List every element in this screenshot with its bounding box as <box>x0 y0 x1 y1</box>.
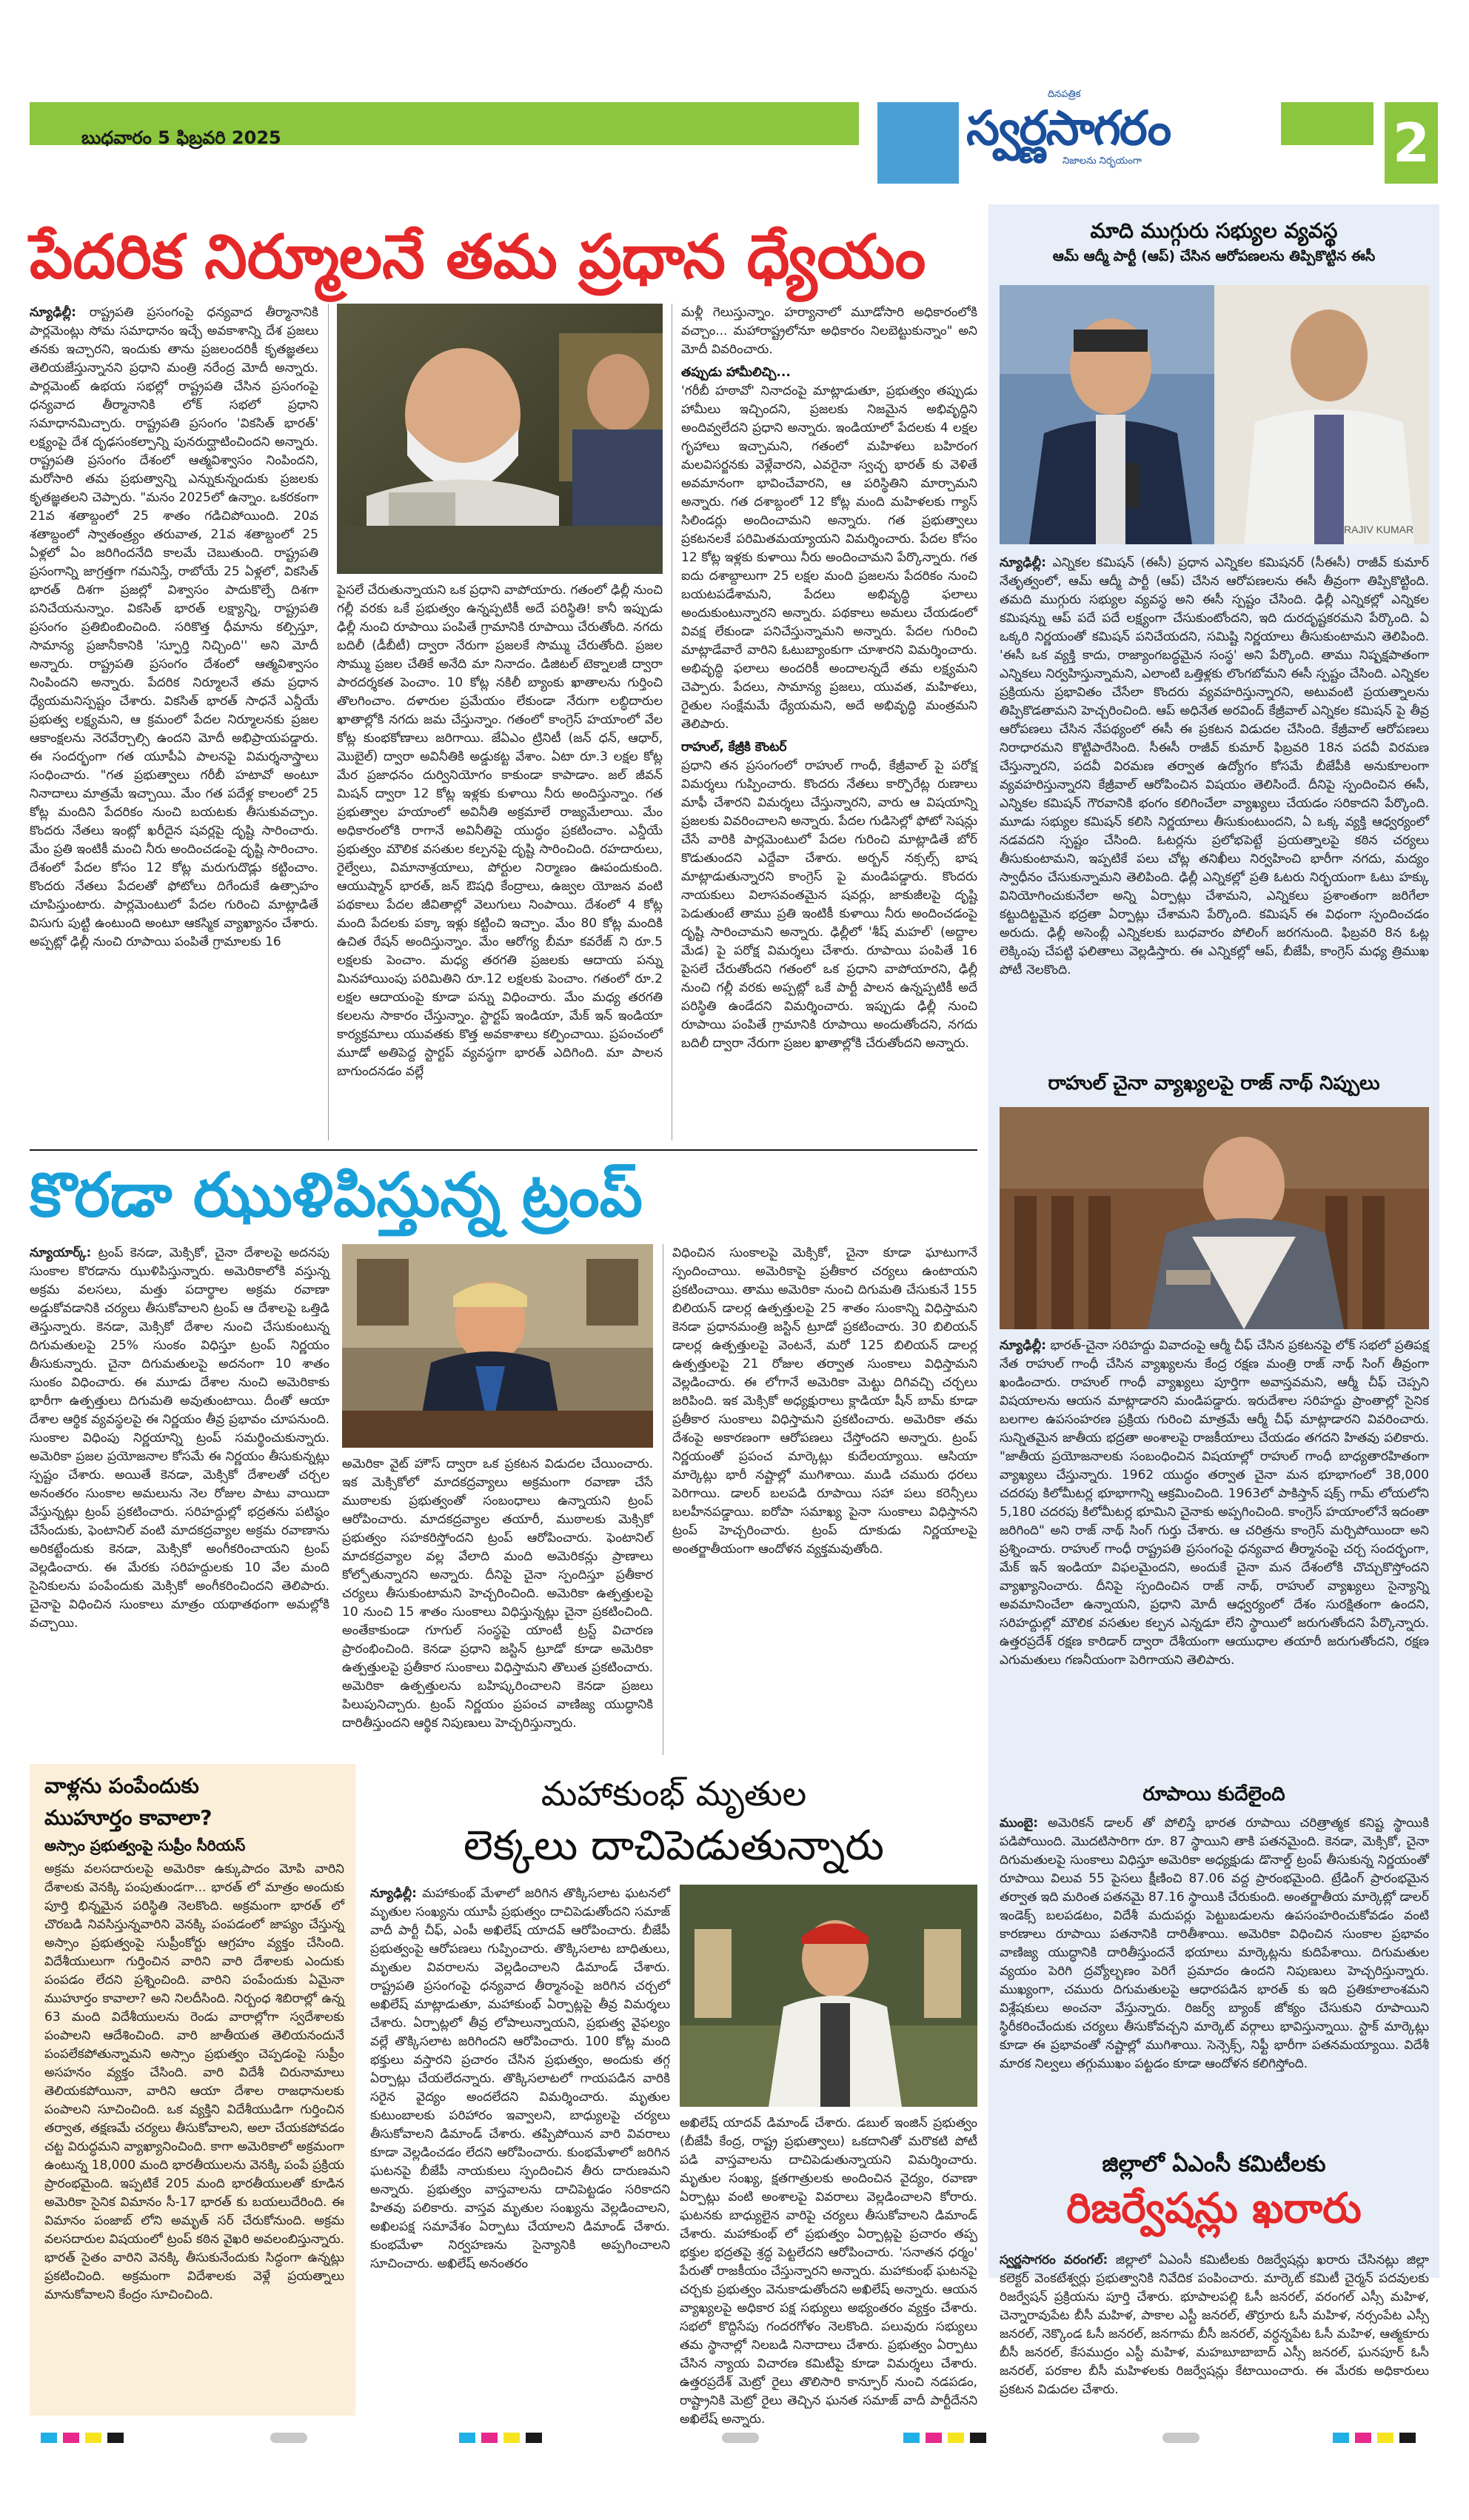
akhilesh-photo <box>680 1885 977 2107</box>
page-number: 2 <box>1385 102 1438 184</box>
main-subhead-2: రాహుల్, కేజ్రీకి కౌంటర్ <box>681 740 787 755</box>
registration-marks-right <box>903 2433 986 2443</box>
kumbh-headline-1: మహాకుంభ్ మృతుల <box>541 1774 807 1814</box>
registration-pill <box>1162 2433 1199 2443</box>
main-headline: పేదరిక నిర్మూలనే తమ ప్రధాన ధ్యేయం <box>30 222 926 293</box>
amc-headline-main: రిజర్వేషన్లు ఖరారు <box>1066 2185 1362 2233</box>
trump-dateline: న్యూయార్క్: <box>30 1246 92 1260</box>
trump-story-col1 <box>30 1244 329 1755</box>
kumbh-headline-2: లెక్కలు దాచిపెడుతున్నారు <box>463 1822 884 1870</box>
registration-marks-far-right <box>1333 2433 1416 2443</box>
sc-headline-1: వాళ్లను పంపేందుకు <box>44 1774 199 1798</box>
trump-story-col2: అమెరికా వైట్ హౌస్ ద్వారా ఒక ప్రకటన విడుదల చేయించారు. ఇక మెక్సికోలో మాదకద్రవ్యాలు అక్రమంగా రవాణా చేసే ముఠాలకు ప్రభుత్వంతో సంబంధాలు ఉన్నాయని ట్రంప్ ఆరోపించారు. మాదకద్రవ్యాల తయారీ, ముఠాలకు మెక్సికో ప్రభుత్వం సహకరిస్తోందని ట్రంప్ ఆరోపించారు. ఫెంటానిల్ మాదకద్రవ్యాల వల్ల వేలాది మంది అమెరికన్లు ప్రాణాలు కోల్పోతున్నారని అన్నారు. దీనిపై చైనా స్పందిస్తూ ప్రతీకార చర్యలు తీసుకుంటామని హెచ్చరించింది. అమెరికా ఉత్పత్తులపై 10 నుంచి 15 శాతం సుంకాలు విధిస్తున్నట్లు చైనా ప్రకటించింది. అంతేకాకుండా గూగుల్ సంస్థపై యాంటీ ట్రస్ట్ విచారణ ప్రారంభించింది. కెనడా ప్రధాని జస్టిన్ ట్రూడో కూడా అమెరికా ఉత్పత్తులపై ప్రతీకార సుంకాలు విధిస్తామని తొలుత ప్రకటించారు. అమెరికా ఉత్పత్తులను బహిష్కరించాలని కెనడా ప్రజలు పిలుపునిచ్చారు. ట్రంప్ నిర్ణయం ప్రపంచ వాణిజ్య యుద్ధానికి దారితీస్తుందని ఆర్థిక నిపుణులు హెచ్చరిస్తున్నారు. <box>342 1457 653 1731</box>
rupee-body-text: అమెరికన్ డాలర్ తో పోలిస్తే భారత రూపాయి చరిత్రాత్మక కనిష్ట స్థాయికి పడిపోయింది. మొదటిసారిగా రూ. 87 స్థాయిని తాకి పతనమైంది. కెనడా, మెక్సికో, చైనా దిగుమతులపై సుంకాలు విధిస్తూ అమెరికా అధ్యక్షుడు డొనాల్డ్ ట్రంప్ తీసుకున్న నిర్ణయంతో రూపాయి విలువ 55 పైసలు క్షీణించి 87.06 వద్ద ప్రారంభమైంది. ట్రేడింగ్ ప్రారంభమైన తర్వాత ఇది మరింత పతనమై 87.16 స్థాయికి చేరుకుంది. అంతర్జాతీయ మార్కెట్లో డాలర్ ఇండెక్స్ బలపడటం, విదేశీ మదుపర్లు పెట్టుబడులను ఉపసంహరించుకోవడం వంటి కారణాలు రూపాయి పతనానికి దారితీశాయి. అమెరికా విధించిన సుంకాల ప్రభావం వాణిజ్య యుద్ధానికి దారితీస్తుందనే భయాలు మార్కెట్లను కుదిపేశాయి. దిగుమతుల వ్యయం పెరిగి ద్రవ్యోల్బణం పెరిగే ప్రమాదం ఉందని నిపుణులు హెచ్చరిస్తున్నారు. ముఖ్యంగా, చమురు దిగుమతులపై ఆధారపడిన భారత్ కు ఇది ప్రతికూలాంశమని విశ్లేషకులు అంచనా వేస్తున్నారు. రిజర్వ్ బ్యాంక్ జోక్యం చేసుకుని రూపాయిని స్థిరీకరించేందుకు చర్యలు తీసుకోవచ్చని మార్కెట్ వర్గాలు భావిస్తున్నాయి. స్టాక్ మార్కెట్లు కూడా ఈ ప్రభావంతో నష్టాల్లో ముగిశాయి. సెన్సెక్స్, నిఫ్టీ భారీగా పతనమయ్యాయి. విదేశీ మారక నిల్వలు తగ్గుముఖం పట్టడం కూడా ఆందోళన కలిగిస్తోంది. <box>1000 1816 1430 2071</box>
registration-pill <box>270 2433 307 2443</box>
trump-col1-text: ట్రంప్ కెనడా, మెక్సికో, చైనా దేశాలపై అదనపు సుంకాల కొరడాను ఝుళిపిస్తున్నారు. అమెరికాలోకి వస్తున్న అక్రమ వలసలు, మత్తు పదార్థాల అక్రమ రవాణా అడ్డుకోవడానికి చర్యలు తీసుకోవాలని ట్రంప్ ఆ దేశాలపై ఒత్తిడి తెస్తున్నారు. కెనడా, మెక్సికో దేశాల నుంచి చేసుకుంటున్న దిగుమతులపై 25% సుంకం విధిస్తూ ట్రంప్ నిర్ణయం తీసుకున్నారు. చైనా దిగుమతులపై అదనంగా 10 శాతం సుంకం విధించారు. ఈ మూడు దేశాల నుంచి అమెరికాకు భారీగా ఉత్పత్తులు దిగుమతి అవుతుంటాయి. దీంతో ఆయా దేశాల ఆర్థిక వ్యవస్థలపై ఈ నిర్ణయం తీవ్ర ప్రభావం చూపనుంది. సుంకాల విధింపు నిర్ణయాన్ని ట్రంప్ సమర్థించుకున్నారు. అమెరికా ప్రజల ప్రయోజనాల కోసమే ఈ నిర్ణయం తీసుకున్నట్లు స్పష్టం చేశారు. అయితే కెనడా, మెక్సికో దేశాలతో చర్చల అనంతరం సుంకాల అమలును నెల రోజుల పాటు వాయిదా వేస్తున్నట్లు ట్రంప్ ప్రకటించారు. సరిహద్దుల్లో భద్రతను పటిష్ఠం చేసేందుకు, ఫెంటానిల్ వంటి మాదకద్రవ్యాల అక్రమ రవాణాను అరికట్టేందుకు కెనడా, మెక్సికో అంగీకరించాయని ట్రంప్ వెల్లడించారు. ఈ మేరకు సరిహద్దులకు 10 వేల మంది సైనికులను పంపేందుకు మెక్సికో అంగీకరించిందని తెలిపారు. చైనాపై విధించిన సుంకాలు మాత్రం యథాతథంగా అమల్లోకి వచ్చాయి. <box>30 1246 329 1631</box>
rajnath-photo <box>1000 1107 1429 1329</box>
aap-body-text: ఎన్నికల కమిషన్ (ఈసీ) ప్రధాన ఎన్నికల కమిషనర్ (సీఈసీ) రాజీవ్ కుమార్ నేతృత్వంలో, ఆమ్ ఆద్మీ పార్టీ (ఆప్) చేసిన ఆరోపణలను ఈసీ తీవ్రంగా తిప్పికొట్టింది. తమది ముగ్గురు సభ్యుల వ్యవస్థ అని ఈసీ స్పష్టం చేసింది. ఢిల్లీ ఎన్నికల్లో ఎన్నికల కమిషన్ను ఆప్ పదే పదే లక్ష్యంగా చేసుకుంటోందని, ఇది దురదృష్టకరమని పేర్కొంది. ఏ ఒక్కరి నిర్ణయంతో కమిషన్ పనిచేయదని, సమిష్టి నిర్ణయాలు తీసుకుంటామని తెలిపింది. 'ఈసీ ఒక వ్యక్తి కాదు, రాజ్యాంగబద్ధమైన సంస్థ' అని పేర్కొంది. తాము నిష్పక్షపాతంగా ఎన్నికలు నిర్వహిస్తున్నామని, ఎలాంటి ఒత్తిళ్లకు లొంగబోమని ఈసీ స్పష్టం చేసింది. ఎన్నికల ప్రక్రియను ప్రభావితం చేసేలా కొందరు వ్యవహరిస్తున్నారని, అటువంటి ప్రయత్నాలను తిప్పికొడతామని హెచ్చరించింది. ఆప్ అధినేత అరవింద్ కేజ్రీవాల్ ఎన్నికల కమిషన్ పై తీవ్ర ఆరోపణలు చేసిన నేపథ్యంలో ఈసీ ఈ ప్రకటన విడుదల చేసింది. కేజ్రీవాల్ ఆరోపణలు నిరాధారమని కొట్టిపారేసింది. సీఈసీ రాజీవ్ కుమార్ ఫిబ్రవరి 18న పదవీ విరమణ చేస్తున్నారని, పదవీ విరమణ తర్వాత ఉద్యోగం కోసమే బీజేపీకి అనుకూలంగా వ్యవహరిస్తున్నారని కేజ్రీవాల్ ఆరోపించిన విషయం తెలిసిందే. దీనిపై స్పందించిన ఈసీ, ఎన్నికల కమిషన్ గౌరవానికి భంగం కలిగించేలా వ్యాఖ్యలు చేయడం సరికాదని పేర్కొంది. మూడు సభ్యుల కమిషన్ కలిసి నిర్ణయాలు తీసుకుంటుందని, ఏ ఒక్క వ్యక్తి ఆధ్వర్యంలో నడవదని స్పష్టం చేసింది. ఓటర్లను ప్రలోభపెట్టే ప్రయత్నాలపై కఠిన చర్యలు తీసుకుంటామని, ఇప్పటికే పలు చోట్ల తనిఖీలు నిర్వహించి భారీగా నగదు, మద్యం స్వాధీనం చేసుకున్నామని తెలిపింది. ఢిల్లీ ఎన్నికల్లో ప్రతి ఓటరు నిర్భయంగా ఓటు హక్కు వినియోగించుకునేలా అన్ని ఏర్పాట్లు చేశామని, ఎన్నికలు ప్రశాంతంగా జరిగేలా కట్టుదిట్టమైన భద్రతా ఏర్పాట్లు చేశామని పేర్కొంది. కమిషన్ ఈ విధంగా స్పందించడం అరుదు. ఢిల్లీ అసెంబ్లీ ఎన్నికలకు బుధవారం పోలింగ్ జరగనుంది. ఫిబ్రవరి 8న ఓట్ల లెక్కింపు చేపట్టి ఫలితాలు వెల్లడిస్తారు. ఈ ఎన్నికల్లో ఆప్, బీజేపీ, కాంగ్రెస్ మధ్య త్రిముఖ పోటీ నెలకొంది. <box>1000 555 1430 977</box>
registration-pill <box>722 2433 759 2443</box>
main-story-col2: పైసలే చేరుతున్నాయని ఒక ప్రధాని వాపోయారు. గతంలో ఢిల్లీ నుంచి గల్లీ వరకు ఒకే ప్రభుత్వం ఉన్నప్పటికీ అదే పరిస్థితి! కానీ ఇప్పుడు ఢిల్లీ నుంచి రూపాయి పంపితే గ్రామానికి రూపాయి చేరుతోంది. నగదు బదిలీ (డీబీటీ) ద్వారా నేరుగా ప్రజలకే సొమ్ము చేరుతోంది. ప్రజల సొమ్ము ప్రజల చేతికే అనేది మా నినాదం. డిజిటల్ టెక్నాలజీ ద్వారా పారదర్శకత పెంచాం. 10 కోట్ల నకిలీ బ్యాంకు ఖాతాలను గుర్తించి తొలగించాం. దళారుల ప్రమేయం లేకుండా నేరుగా లబ్ధిదారుల ఖాతాల్లోకి నగదు జమ చేస్తున్నాం. గతంలో కాంగ్రెస్ హయాంలో వేల కోట్ల కుంభకోణాలు జరిగాయి. జేఏఎం ట్రినిటీ (జన్ ధన్, ఆధార్, మొబైల్) ద్వారా అవినీతికి అడ్డుకట్ట వేశాం. ఏటా రూ.3 లక్షల కోట్ల మేర ప్రజాధనం దుర్వినియోగం కాకుండా కాపాడాం. జల్ జీవన్ మిషన్ ద్వారా 12 కోట్ల ఇళ్లకు కుళాయి నీరు అందిస్తున్నాం. గత ప్రభుత్వాల హయాంలో అవినీతి అక్రమాలే రాజ్యమేలాయి. మేం అధికారంలోకి రాగానే అవినీతిపై యుద్ధం ప్రకటించాం. ఎన్డీయే ప్రభుత్వం మౌలిక వసతుల కల్పనపై దృష్టి సారించింది. రహదారులు, రైల్వేలు, విమానాశ్రయాలు, పోర్టుల నిర్మాణం ఊపందుకుంది. ఆయుష్మాన్ భారత్, జన్ ఔషధి కేంద్రాలు, ఉజ్వల యోజన వంటి పథకాలు పేదల జీవితాల్లో వెలుగులు నింపాయి. దేశంలో 4 కోట్ల మంది పేదలకు పక్కా ఇళ్లు కట్టించి ఇచ్చాం. మేం 80 కోట్ల మందికి ఉచిత రేషన్ అందిస్తున్నాం. మేం ఆరోగ్య బీమా కవరేజ్ ని రూ.5 లక్షలకు పెంచాం. మధ్య తరగతి ప్రజలకు ఆదాయ పన్ను మినహాయింపు పరిమితిని రూ.12 లక్షలకు పెంచాం. గతంలో రూ.2 లక్షల ఆదాయంపై కూడా పన్ను విధించారు. మేం మధ్య తరగతి కలలను సాకారం చేస్తున్నాం. స్టార్టప్ ఇండియా, మేక్ ఇన్ ఇండియా కార్యక్రమాలు యువతకు కొత్త అవకాశాలు కల్పించాయి. ప్రపంచంలో మూడో అతిపెద్ద స్టార్టప్ వ్యవస్థగా భారత్ ఎదిగింది. మా పాలన బాగుందనడం వల్లే <box>337 583 663 1079</box>
main-subhead-1: తప్పుడు హామీలిచ్చి... <box>681 365 791 380</box>
trump-headline: కొరడా ఝుళిపిస్తున్న ట్రంప్ <box>30 1160 643 1231</box>
sc-headline-2: ముహూర్తం కావాలా? <box>44 1805 213 1830</box>
trump-story-col3: విధించిన సుంకాలపై మెక్సికో, చైనా కూడా ఘాటుగానే స్పందించాయి. అమెరికాపై ప్రతీకార చర్యలు ఉంటాయని ప్రకటించాయి. తాము అమెరికా నుంచి దిగుమతి చేసుకునే 155 బిలియన్ డాలర్ల ఉత్పత్తులపై 25 శాతం సుంకాన్ని విధిస్తామని కెనడా ప్రధానమంత్రి జస్టిన్ ట్రూడో ప్రకటించారు. 30 బిలియన్ డాలర్ల ఉత్పత్తులపై వెంటనే, మరో 125 బిలియన్ డాలర్ల ఉత్పత్తులపై 21 రోజుల తర్వాత సుంకాలు విధిస్తామని వెల్లడించారు. ఈ లోగానే అమెరికా మెట్టు దిగివచ్చి చర్చలు జరిపింది. ఇక మెక్సికో అధ్యక్షురాలు క్లాడియా షీన్ బామ్ కూడా ప్రతీకార సుంకాలు విధిస్తామని ప్రకటించారు. అమెరికా తమ దేశంపై అకారణంగా ఆరోపణలు చేస్తోందని అన్నారు. ట్రంప్ నిర్ణయంతో ప్రపంచ మార్కెట్లు కుదేలయ్యాయి. ఆసియా మార్కెట్లు భారీ నష్టాల్లో ముగిశాయి. ముడి చమురు ధరలు పెరిగాయి. డాలర్ బలపడి రూపాయి సహా పలు కరెన్సీలు బలహీనపడ్డాయి. ఐరోపా సమాఖ్య పైనా సుంకాలు విధిస్తానని ట్రంప్ హెచ్చరించారు. ట్రంప్ దూకుడు నిర్ణయాలపై అంతర్జాతీయంగా ఆందోళన వ్యక్తమవుతోంది. <box>672 1246 977 1557</box>
rajnath-headline: రాహుల్ చైనా వ్యాఖ్యలపై రాజ్ నాథ్ నిప్పులు <box>1048 1072 1380 1094</box>
aap-dateline: న్యూఢిల్లీ: <box>1000 555 1046 570</box>
kumbh-dateline: న్యూఢిల్లీ: <box>370 1886 417 1901</box>
rajnath-body-text: భారత్-చైనా సరిహద్దు వివాదంపై ఆర్మీ చీఫ్ చేసిన ప్రకటనపై లోక్ సభలో ప్రతిపక్ష నేత రాహుల్ గాంధీ చేసిన వ్యాఖ్యలను కేంద్ర రక్షణ మంత్రి రాజ్ నాథ్ సింగ్ తీవ్రంగా ఖండించారు. రాహుల్ గాంధీ వ్యాఖ్యలు పూర్తిగా అవాస్తవమని, ఆర్మీ చీఫ్ చెప్పని విషయాలను ఆయన మాట్లాడారని మండిపడ్డారు. ఇరుదేశాల సరిహద్దు ప్రాంతాల్లో సైనిక బలగాల ఉపసంహరణ ప్రక్రియ గురించి మాత్రమే ఆర్మీ చీఫ్ మాట్లాడారని వివరించారు. సున్నితమైన జాతీయ భద్రతా అంశాలపై రాజకీయాలు చేయడం తగదని హితవు పలికారు. "జాతీయ ప్రయోజనాలకు సంబంధించిన విషయాల్లో రాహుల్ గాంధీ బాధ్యతారహితంగా వ్యాఖ్యలు చేస్తున్నారు. 1962 యుద్ధం తర్వాత చైనా మన భూభాగంలో 38,000 చదరపు కిలోమీటర్ల భూభాగాన్ని ఆక్రమించింది. 1963లో పాకిస్తాన్ షక్స్ గామ్ లోయలోని 5,180 చదరపు కిలోమీటర్ల భూమిని చైనాకు అప్పగించింది. కాంగ్రెస్ హయాంలోనే ఇదంతా జరిగింది" అని రాజ్ నాథ్ సింగ్ గుర్తు చేశారు. ఆ చరిత్రను కాంగ్రెస్ మర్చిపోయిందా అని ప్రశ్నించారు. రాహుల్ గాంధీ రాష్ట్రపతి ప్రసంగంపై ధన్యవాద తీర్మానంపై చర్చ సందర్భంగా, మేక్ ఇన్ ఇండియా విఫలమైందని, అందుకే చైనా మన దేశంలోకి చొచ్చుకొస్తోందని వ్యాఖ్యానించారు. దీనిపై స్పందించిన రాజ్ నాథ్, రాహుల్ వ్యాఖ్యలు సైన్యాన్ని అవమానించేలా ఉన్నాయని, ప్రధాని మోదీ ఆధ్వర్యంలో దేశం సురక్షితంగా ఉందని, సరిహద్దుల్లో మౌలిక వసతుల కల్పన ఎన్నడూ లేని స్థాయిలో జరుగుతోందని పేర్కొన్నారు. ఉత్తరప్రదేశ్ రక్షణ కారిడార్ ద్వారా దేశీయంగా ఆయుధాల తయారీ జరుగుతోందని, రక్షణ ఎగుమతులు గణనీయంగా పెరిగాయని తెలిపారు. <box>1000 1338 1429 1668</box>
amc-story-body <box>1000 2251 1429 2410</box>
modi-photo <box>337 304 663 574</box>
aap-subheadline: ఆమ్ ఆద్మీ పార్టీ (ఆప్) చేసిన ఆరోపణలను తిప్పికొట్టిన ఈసీ <box>1052 248 1376 264</box>
main-col3-body-2: ప్రధాని తన ప్రసంగంలో రాహుల్ గాంధీ, కేజ్రీవాల్ పై పరోక్ష విమర్శలు గుప్పించారు. కొందరు నేతలు కార్పొరేట్ల రుణాలు మాఫీ చేశారని విమర్శలు చేస్తున్నారని, వారు ఆ విషయాన్ని ప్రజలకు వివరించాలని అన్నారు. పేదల గుడిసెల్లో ఫోటో సెషన్లు చేసే వారికి పార్లమెంటులో పేదల గురించి మాట్లాడితే బోర్ కొడుతుందని ఎద్దేవా చేశారు. అర్బన్ నక్సల్స్ భాష మాట్లాడుతున్నారని కాంగ్రెస్ పై మండిపడ్డారు. కొందరు నాయకులు విలాసవంతమైన షవర్లు, జాకుజీలపై దృష్టి పెడుతుంటే తాము ప్రతి ఇంటికీ కుళాయి నీరు అందించడంపై దృష్టి సారించామని అన్నారు. ఢిల్లీలో 'శీష్ మహల్' (అద్దాల మేడ) పై పరోక్ష విమర్శలు చేశారు. రూపాయి పంపితే 16 పైసలే చేరుతోందని గతంలో ఒక ప్రధాని వాపోయారని, ఢిల్లీ నుంచి గల్లీ వరకు అప్పట్లో ఒకే పార్టీ పాలన ఉన్నప్పటికీ అదే పరిస్థితి ఉండేదని విమర్శించారు. ఇప్పుడు ఢిల్లీ నుంచి రూపాయి పంపితే గ్రామానికి రూపాయి అందుతోందని, నగదు బదిలీ ద్వారా నేరుగా ప్రజల ఖాతాల్లోకి చేరుతోందని అన్నారు. <box>681 758 977 1051</box>
main-col3-body: 'గరీబీ హఠావో' నినాదంపై మాట్లాడుతూ, ప్రభుత్వం తప్పుడు హామీలు ఇచ్చిందని, ప్రజలకు నిజమైన అభివృద్ధిని అందివ్వలేదని ప్రధాని అన్నారు. ఇండియాలో పేదలకు 4 లక్షల గృహాలు ఇచ్చామని, గతంలో మహిళలు బహిరంగ మలవిసర్జనకు వెళ్లేవారని, ఎవరైనా స్వచ్ఛ భారత్ కు వెళితే అవమానంగా భావించేవారని, ఆ పరిస్థితిని మార్చామని అన్నారు. గత దశాబ్దంలో 12 కోట్ల మంది మహిళలకు గ్యాస్ సిలిండర్లు అందించామని అన్నారు. గత ప్రభుత్వాలు ప్రకటనలకే పరిమితమయ్యాయని విమర్శించారు. పేదల కోసం 12 కోట్ల ఇళ్లకు కుళాయి నీరు అందించామని పేర్కొన్నారు. గత ఐదు దశాబ్దాలుగా 25 లక్షల మంది ప్రజలను పేదరికం నుంచి బయటపడేశామని, పేదలు అభివృద్ధి ఫలాలు అందుకుంటున్నారని అన్నారు. పథకాలు అమలు చేయడంలో వివక్ష లేకుండా పనిచేస్తున్నామని అన్నారు. పేదల గురించి మాట్లాడేవారే వారిని ఓటుబ్యాంకుగా చూశారని విమర్శించారు. అభివృద్ధి ఫలాలు అందరికీ అందాలన్నదే తమ లక్ష్యమని చెప్పారు. పేదలు, సామాన్య ప్రజలు, యువత, మహిళలు, రైతుల సంక్షేమమే ధ్యేయమని, అదే అభివృద్ధి మంత్రమని తెలిపారు. <box>681 384 977 732</box>
kumbh-col1-text: మహాకుంభ్ మేళాలో జరిగిన తొక్కిసలాట ఘటనలో మృతుల సంఖ్యను యూపీ ప్రభుత్వం దాచిపెడుతోందని సమాజ్ వాదీ పార్టీ చీఫ్, ఎంపీ అఖిలేష్ యాదవ్ ఆరోపించారు. బీజేపీ ప్రభుత్వంపై ఆరోపణలు గుప్పించారు. తొక్కిసలాట బాధితులు, మృతుల వివరాలను వెల్లడించాలని డిమాండ్ చేశారు. రాష్ట్రపతి ప్రసంగంపై ధన్యవాద తీర్మానంపై జరిగిన చర్చలో అఖిలేష్ మాట్లాడుతూ, మహాకుంభ్ ఏర్పాట్లపై తీవ్ర విమర్శలు చేశారు. ఏర్పాట్లలో తీవ్ర లోపాలున్నాయని, ప్రభుత్వ వైఫల్యం వల్లే తొక్కిసలాట జరిగిందని ఆరోపించారు. 100 కోట్ల మంది భక్తులు వస్తారని ప్రచారం చేసిన ప్రభుత్వం, అందుకు తగ్గ ఏర్పాట్లు చేయలేదన్నారు. తొక్కిసలాటలో గాయపడిన వారికి సరైన వైద్యం అందలేదని విమర్శించారు. మృతుల కుటుంబాలకు పరిహారం ఇవ్వాలని, బాధ్యులపై చర్యలు తీసుకోవాలని డిమాండ్ చేశారు. తప్పిపోయిన వారి వివరాలు కూడా వెల్లడించడం లేదని ఆరోపించారు. కుంభమేళాలో జరిగిన ఘటనపై బీజేపీ నాయకులు స్పందించిన తీరు దారుణమని అన్నారు. ప్రభుత్వం వాస్తవాలను దాచిపెట్టడం సరికాదని హితవు పలికారు. వాస్తవ మృతుల సంఖ్యను వెల్లడించాలని, అఖిలపక్ష సమావేశం ఏర్పాటు చేయాలని డిమాండ్ చేశారు. కుంభమేళా నిర్వహణను సైన్యానికి అప్పగించాలని సూచించారు. అఖిలేష్ అనంతరం <box>370 1886 670 2271</box>
kumbh-story-col1 <box>370 1885 670 2414</box>
rajnath-story-body <box>1000 1337 1429 1774</box>
masthead-subtitle: నిజాలను నిర్భయంగా <box>1063 156 1142 167</box>
ec-photo-caption: RAJIV KUMAR <box>1344 524 1414 535</box>
rupee-story-body <box>1000 1814 1429 2148</box>
column-rule <box>328 304 329 1140</box>
amc-headline-top: జిల్లాలో ఏఎంసీ కమిటీలకు <box>1102 2151 1326 2177</box>
registration-marks-left <box>41 2433 124 2443</box>
rupee-dateline: ముంబై: <box>1000 1816 1039 1831</box>
masthead-right-bar <box>1281 102 1373 145</box>
main-col3-intro: మళ్లీ గెలుస్తున్నాం. హర్యానాలో మూడోసారి అధికారంలోకి వచ్చాం... మహారాష్ట్రలోనూ అధికారం నిలబెట్టుకున్నాం" అని మోదీ వివరించారు. <box>681 305 977 357</box>
main-col1-text: రాష్ట్రపతి ప్రసంగంపై ధన్యవాద తీర్మానానికి పార్లమెంట్లు సోమ సమాధానం ఇచ్చే అవకాశాన్ని దేశ ప్రజలు తనకు ఇచ్చారని, ఇందుకు తాను ప్రజలందరికీ కృతజ్ఞతలు తెలియజేస్తున్నానని ప్రధాని మంత్రి నరేంద్ర మోదీ అన్నారు. పార్లమెంట్ ఉభయ సభల్లో రాష్ట్రపతి చేసిన ప్రసంగంపై ధన్యవాద తీర్మానానికి లోక్ సభలో ప్రధాని సమాధానమిచ్చారు. రాష్ట్రపతి ప్రసంగం 'వికసిత్ భారత్' లక్ష్యంపై దేశ దృఢసంకల్పాన్ని పునరుద్ఘాటించిందని అన్నారు. రాష్ట్రపతి ప్రసంగం దేశంలో ఆత్మవిశ్వాసం నింపిందని, మరోసారి తమ ప్రభుత్వాన్ని ఎన్నుకున్నందుకు ప్రజలకు కృతజ్ఞతలని చెప్పారు. "మనం 2025లో ఉన్నాం. ఒకరకంగా 21వ శతాబ్దంలో 25 శాతం గడిచిపోయింది. 20వ శతాబ్దంలో స్వాతంత్ర్యం తరువాత, 21వ శతాబ్దంలో 25 ఏళ్లలో ఏం జరిగిందనేది కాలమే చెబుతుంది. రాష్ట్రపతి ప్రసంగాన్ని జాగ్రత్తగా గమనిస్తే, రాబోయే 25 ఏళ్లలో, వికసిత్ భారత్ దిశగా ప్రజల్లో విశ్వాసం పాదుకొల్పే దిశగా పనిచేయనున్నాం. వికసిత్ భారత్ లక్ష్యాన్ని, రాష్ట్రపతి ప్రసంగం ప్రతిబింబించింది. సరికొత్త ధీమాను కల్పిస్తూ, సామాన్య ప్రజానీకానికి 'స్ఫూర్తి నిచ్చింది'' అని మోదీ అన్నారు. రాష్ట్రపతి ప్రసంగం దేశంలో ఆత్మవిశ్వాసం నింపిందని అన్నారు. పేదరిక నిర్మూలనే తమ ప్రధాన ధ్యేయమనిస్పష్టం చేశారు. వికసిత్ భారత్ సాధనే ఎన్డీయే ప్రభుత్వ లక్ష్యమని, ఆ క్రమంలో పేదల నిర్మూలనకు ప్రజల ఆకాంక్షలను నెరవేర్చాల్సి ఉందని మోదీ అభిప్రాయపడ్డారు. ఈ సందర్భంగా గత యూపీఏ పాలనపై విమర్శనాస్త్రాలు సంధించారు. "గత ప్రభుత్వాలు గరీబీ హటావో అంటూ నినాదాలు మాత్రమే ఇచ్చాయి. మేం గత పదేళ్ల కాలంలో 25 కోట్ల మందిని పేదరికం నుంచి బయటకు తీసుకువచ్చాం. కొందరు నేతలు ఇంట్లో ఖరీదైన షవర్లపై దృష్టి సారించారు. మేం ప్రతి ఇంటికీ మంచి నీరు అందించడంపై దృష్టి సారించాం. దేశంలో పేదల కోసం 12 కోట్ల మరుగుదొడ్లు కట్టించాం. కొందరు నేతలు పేదలతో ఫోటోలు దిగేందుకే ఉత్సాహం చూపిస్తుంటారు. పార్లమెంటులో పేదల గురించి మాట్లాడితే విసుగు పుట్టి ఉంటుంది అంటూ ఆకస్మిక వ్యాఖ్యానం చేశారు. అప్పట్లో ఢిల్లీ నుంచి రూపాయి పంపితే గ్రామాలకు 16 <box>30 305 318 949</box>
header-accent <box>877 102 959 184</box>
masthead <box>966 89 1277 185</box>
ec-photo <box>1000 285 1429 544</box>
masthead-title: స్వర్ణసాగరం <box>966 101 1171 156</box>
header-date: బుధవారం 5 ఫిబ్రవరి 2025 <box>81 127 281 148</box>
kumbh-story-col2: అఖిలేష్ యాదవ్ డిమాండ్ చేశారు. డబుల్ ఇంజిన్ ప్రభుత్వం (బీజేపీ కేంద్ర, రాష్ట్ర ప్రభుత్వాలు) ఒకదానితో మరొకటి పోటీ పడి వాస్తవాలను దాచిపెడుతున్నాయని విమర్శించారు. మృతుల సంఖ్య, క్షతగాత్రులకు అందించిన వైద్యం, రవాణా ఏర్పాట్లు వంటి అంశాలపై వివరాలు వెల్లడించాలని కోరారు. ఘటనకు బాధ్యులైన వారిపై చర్యలు తీసుకోవాలని డిమాండ్ చేశారు. మహాకుంభ్ లో ప్రభుత్వం ఏర్పాట్లపై ప్రచారం తప్ప భక్తుల భద్రతపై శ్రద్ధ పెట్టలేదని ఆరోపించారు. 'సనాతన ధర్మం' పేరుతో రాజకీయం చేస్తున్నారని అన్నారు. మహాకుంభ్ ఘటనపై చర్చకు ప్రభుత్వం వెనుకాడుతోందని అఖిలేష్ అన్నారు. ఆయన వ్యాఖ్యలపై అధికార పక్ష సభ్యులు అభ్యంతరం వ్యక్తం చేశారు. సభలో కొద్దిసేపు గందరగోళం నెలకొంది. పలువురు సభ్యులు తమ స్థానాల్లో నిలబడి నినాదాలు చేశారు. ప్రభుత్వం ఏర్పాటు చేసిన న్యాయ విచారణ కమిటీపై కూడా విమర్శలు చేశారు. ఉత్తరప్రదేశ్ మెట్రో రైలు తొలిసారి కాన్పూర్ నుంచి నడపడం, రాష్ట్రానికి మెట్రో రైలు తెచ్చిన ఘనత సమాజ్ వాదీ పార్టీదేనని అఖిలేష్ అన్నారు. <box>680 2116 977 2427</box>
main-story-col1 <box>30 304 318 1140</box>
main-dateline: న్యూఢిల్లీ: <box>30 305 76 320</box>
trump-photo <box>342 1244 653 1448</box>
masthead-top: దినపత్రిక <box>1048 89 1081 100</box>
rupee-headline: రూపాయి కుదేలైంది <box>1142 1783 1285 1805</box>
aap-headline: మాది ముగ్గురు సభ్యుల వ్యవస్థ <box>1090 218 1338 243</box>
main-story-col3 <box>681 304 977 1140</box>
amc-dateline: స్వర్ణసాగరం వరంగల్: <box>1000 2253 1108 2267</box>
aap-story-body <box>1000 554 1429 1065</box>
amc-body-text: జిల్లాలో ఏఎంసీ కమిటీలకు రిజర్వేషన్లు ఖరారు చేసినట్లు జిల్లా కలెక్టర్ వెంకటేశ్వర్లు ప్రభుత్వానికి నివేదిక పంపించారు. మార్కెట్ కమిటీ చైర్మన్ పదవులకు రిజర్వేషన్ ప్రక్రియను పూర్తి చేశారు. భూపాలపల్లి ఓసీ జనరల్, వరంగల్ ఎస్సీ మహిళ, చెన్నారావుపేట బీసీ మహిళ, పాకాల ఎస్టీ జనరల్, తొర్రూరు ఓసీ మహిళ, నర్సంపేట ఎస్సీ జనరల్, నెక్కొండ ఓసీ జనరల్, జనగామ బీసీ జనరల్, వర్ధన్నపేట ఓసీ మహిళ, ఆత్మకూరు బీసీ జనరల్, కేసముద్రం ఎస్టీ మహిళ, మహబూబాబాద్ ఎస్సీ జనరల్, ఘనపూర్ ఓసీ జనరల్, పరకాల బీసీ మహిళలకు రిజర్వేషన్లు కేటాయించారు. ఈ మేరకు అధికారులు ప్రకటన విడుదల చేశారు. <box>1000 2253 1429 2397</box>
rajnath-dateline: న్యూఢిల్లీ: <box>1000 1338 1046 1353</box>
registration-marks-center <box>459 2433 542 2443</box>
sc-subhead: అస్సాం ప్రభుత్వంపై సుప్రీం సీరియస్ <box>44 1836 246 1854</box>
sc-story-body: అక్రమ వలసదారులపై అమెరికా ఉక్కుపాదం మోపి వారిని దేశాలకు వెనక్కి పంపుతుండగా... భారత్ లో మాత్రం అందుకు పూర్తి భిన్నమైన పరిస్థితి నెలకొంది. అక్రమంగా భారత్ లో చొరబడి నివసిస్తున్నవారిని వెనక్కి పంపడంలో జాప్యం చేస్తున్న అస్సాం ప్రభుత్వంపై సుప్రీంకోర్టు ఆగ్రహం వ్యక్తం చేసింది. విదేశీయులుగా గుర్తించిన వారిని వారి దేశాలకు ఎందుకు పంపడం లేదని ప్రశ్నించింది. వారిని పంపేందుకు ఏమైనా ముహూర్తం కావాలా? అని నిలదీసింది. నిర్బంధ శిబిరాల్లో ఉన్న 63 మంది విదేశీయులను రెండు వారాల్లోగా స్వదేశాలకు పంపాలని ఆదేశించింది. వారి జాతీయత తెలియనందునే పంపలేకపోతున్నామని అస్సాం ప్రభుత్వం చెప్పడంపై సుప్రీం అసహనం వ్యక్తం చేసింది. వారి విదేశీ చిరునామాలు తెలియకపోయినా, వారిని ఆయా దేశాల రాజధానులకు పంపాలని సూచించింది. ఒక వ్యక్తిని విదేశీయుడిగా గుర్తించిన తర్వాత, తక్షణమే చర్యలు తీసుకోవాలని, అలా చేయకపోవడం చట్ట విరుద్ధమని వ్యాఖ్యానించింది. కాగా అమెరికాలో అక్రమంగా ఉంటున్న 18,000 మంది భారతీయులను వెనక్కి పంపే ప్రక్రియ ప్రారంభమైంది. ఇప్పటికే 205 మంది భారతీయులతో కూడిన అమెరికా సైనిక విమానం సీ-17 భారత్ కు బయలుదేరింది. ఈ విమానం పంజాబ్ లోని అమృత్ సర్ చేరుకోనుంది. అక్రమ వలసదారుల విషయంలో ట్రంప్ కఠిన వైఖరి అవలంబిస్తున్నారు. భారత్ సైతం వారిని వెనక్కి తీసుకునేందుకు సిద్ధంగా ఉన్నట్లు ప్రకటించింది. అక్రమంగా విదేశాలకు వెళ్లే ప్రయత్నాలు మానుకోవాలని కేంద్రం సూచించింది. <box>44 1862 344 2302</box>
section-divider <box>30 1149 977 1151</box>
